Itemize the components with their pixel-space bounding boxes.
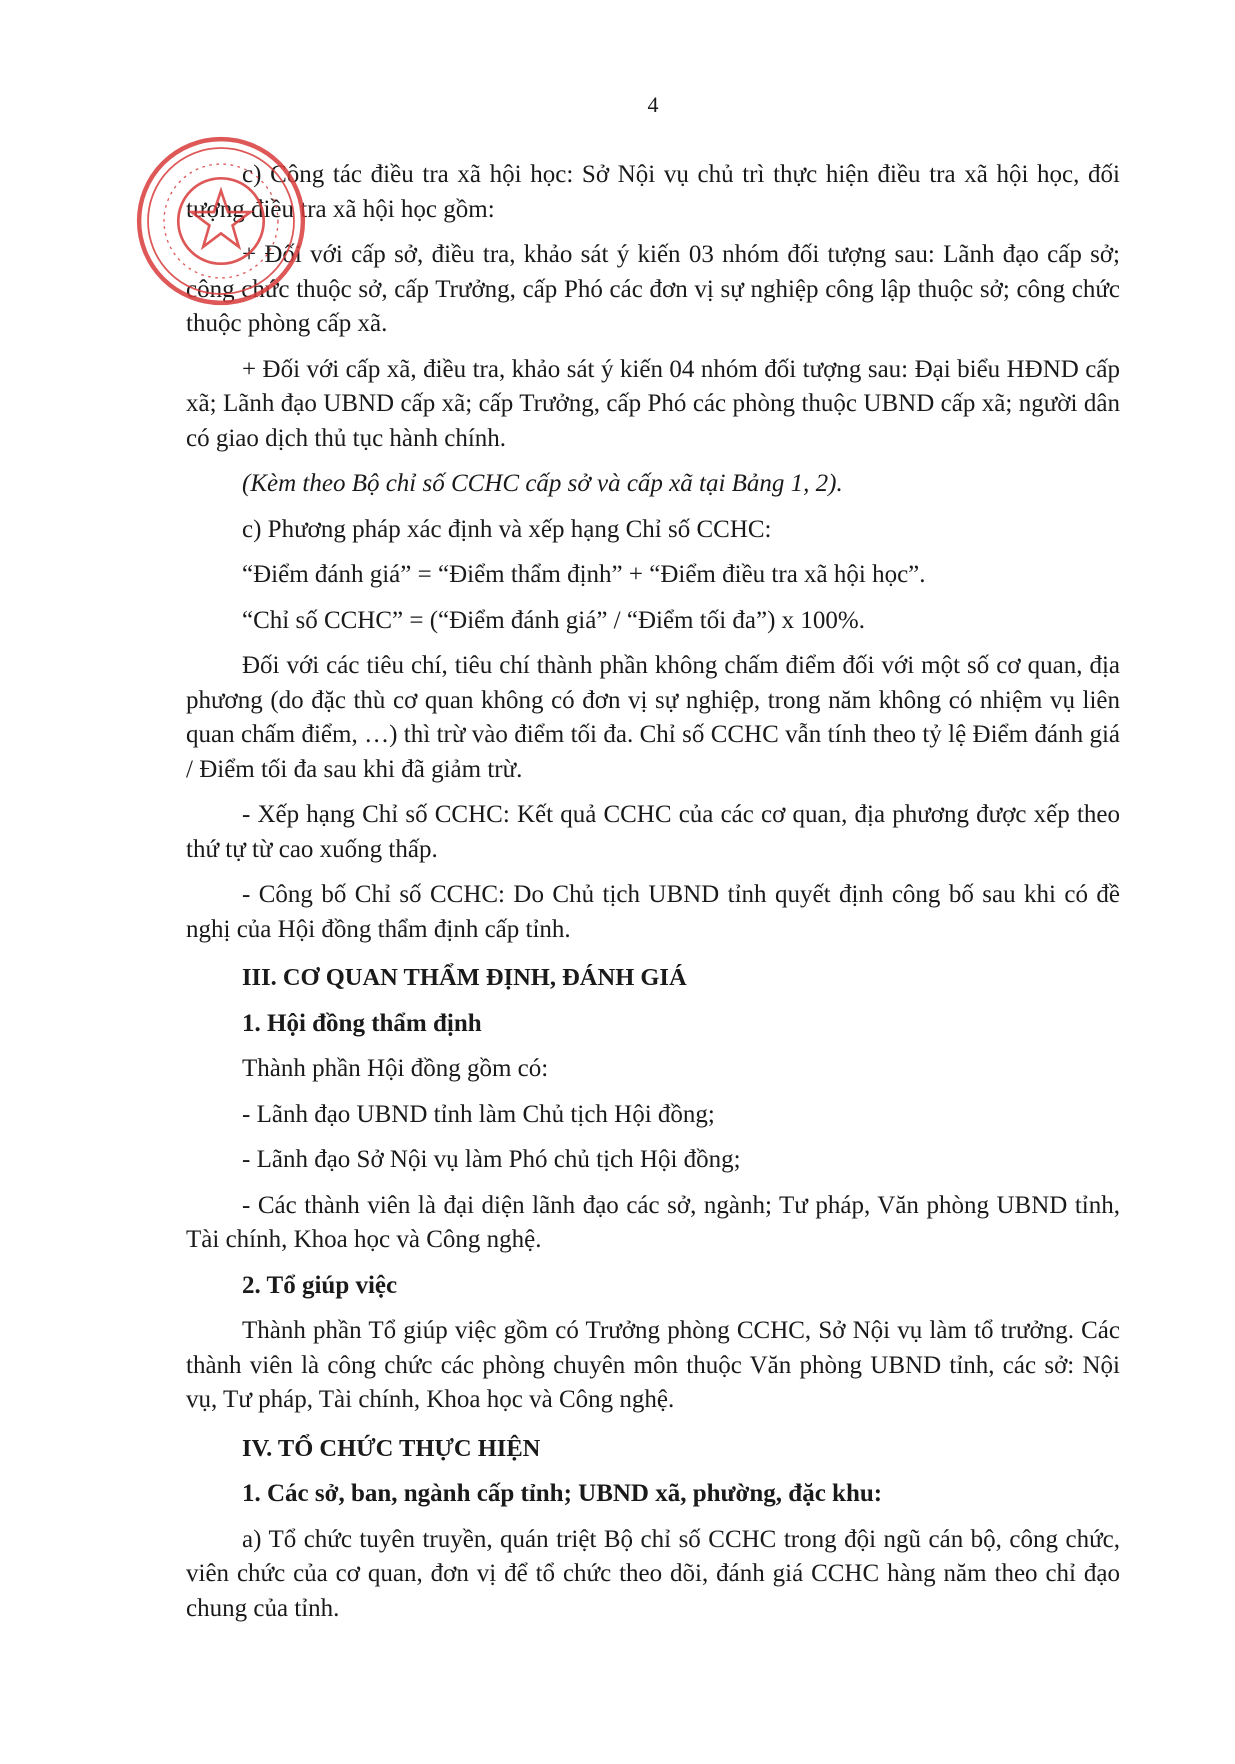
paragraph-dept-level: + Đối với cấp sở, điều tra, khảo sát ý kiến 03 nhóm đối tượng sau: Lãnh đạo cấp sở; công chức thuộc sở, cấp Trưởng, cấp Phó các đơn vị sự nghiệp công lập thuộc sở; công chức thuộc phòng cấp xã.	[186, 241, 1120, 337]
paragraph-ranking: - Xếp hạng Chỉ số CCHC: Kết quả CCHC của các cơ quan, địa phương được xếp theo thứ tự từ cao xuống thấp.	[186, 801, 1120, 863]
section-heading-4: IV. TỔ CHỨC THỰC HIỆN	[242, 1434, 541, 1462]
subheading-assist-team: 2. Tổ giúp việc	[242, 1271, 398, 1299]
council-member-chair: - Lãnh đạo UBND tỉnh làm Chủ tịch Hội đồng;	[242, 1100, 715, 1128]
section-heading-3: III. CƠ QUAN THẨM ĐỊNH, ĐÁNH GIÁ	[242, 964, 687, 991]
page-number: 4	[647, 92, 659, 117]
paragraph-commune-level: + Đối với cấp xã, điều tra, khảo sát ý kiến 04 nhóm đối tượng sau: Đại biểu HĐND cấp xã; Lãnh đạo UBND cấp xã; cấp Trưởng, cấp Phó các phòng thuộc UBND cấp xã; người dân có giao dịch thủ tục hành chính.	[186, 355, 1120, 452]
paragraph-announcement: - Công bố Chỉ số CCHC: Do Chủ tịch UBND tỉnh quyết định công bố sau khi có đề nghị của Hội đồng thẩm định cấp tỉnh.	[186, 881, 1120, 943]
assist-team-paragraph: Thành phần Tổ giúp việc gồm có Trưởng phòng CCHC, Sở Nội vụ làm tổ trưởng. Các thành viên là công chức các phòng chuyên môn thuộc Văn phòng UBND tỉnh, các sở: Nội vụ, Tư pháp, Tài chính, Khoa học và Công nghệ.	[186, 1317, 1120, 1413]
council-member-vice-chair: - Lãnh đạo Sở Nội vụ làm Phó chủ tịch Hội đồng;	[242, 1146, 741, 1173]
subheading-agencies: 1. Các sở, ban, ngành cấp tỉnh; UBND xã, phường, đặc khu:	[242, 1480, 883, 1507]
paragraph-attachment-note: (Kèm theo Bộ chỉ số CCHC cấp sở và cấp xã tại Bảng 1, 2).	[242, 470, 843, 497]
subheading-council: 1. Hội đồng thẩm định	[242, 1009, 482, 1037]
formula-index: “Chỉ số CCHC” = (“Điểm đánh giá” / “Điểm tối đa”) x 100%.	[242, 606, 865, 634]
agencies-paragraph-a: a) Tổ chức tuyên truyền, quán triệt Bộ chỉ số CCHC trong đội ngũ cán bộ, công chức, viên chức của cơ quan, đơn vị để tổ chức theo dõi, đánh giá CCHC hàng năm theo chỉ đạo chung của tỉnh.	[186, 1525, 1120, 1622]
formula-score: “Điểm đánh giá” = “Điểm thẩm định” + “Điểm điều tra xã hội học”.	[242, 561, 926, 588]
council-intro: Thành phần Hội đồng gồm có:	[242, 1055, 549, 1082]
paragraph-method: c) Phương pháp xác định và xếp hạng Chỉ số CCHC:	[242, 515, 772, 543]
council-member-others: - Các thành viên là đại diện lãnh đạo các sở, ngành; Tư pháp, Văn phòng UBND tỉnh, Tài chính, Khoa học và Công nghệ.	[186, 1191, 1120, 1253]
paragraph-survey: c) Công tác điều tra xã hội học: Sở Nội vụ chủ trì thực hiện điều tra xã hội học, đối tượng điều tra xã hội học gồm:	[186, 161, 1120, 223]
paragraph-exclusions: Đối với các tiêu chí, tiêu chí thành phần không chấm điểm đối với một số cơ quan, địa phương (do đặc thù cơ quan không có đơn vị sự nghiệp, trong năm không có nhiệm vụ liên quan chấm điểm, …) thì trừ vào điểm tối đa. Chỉ số CCHC vẫn tính theo tỷ lệ Điểm đánh giá / Điểm tối đa sau khi đã giảm trừ.	[186, 652, 1120, 783]
